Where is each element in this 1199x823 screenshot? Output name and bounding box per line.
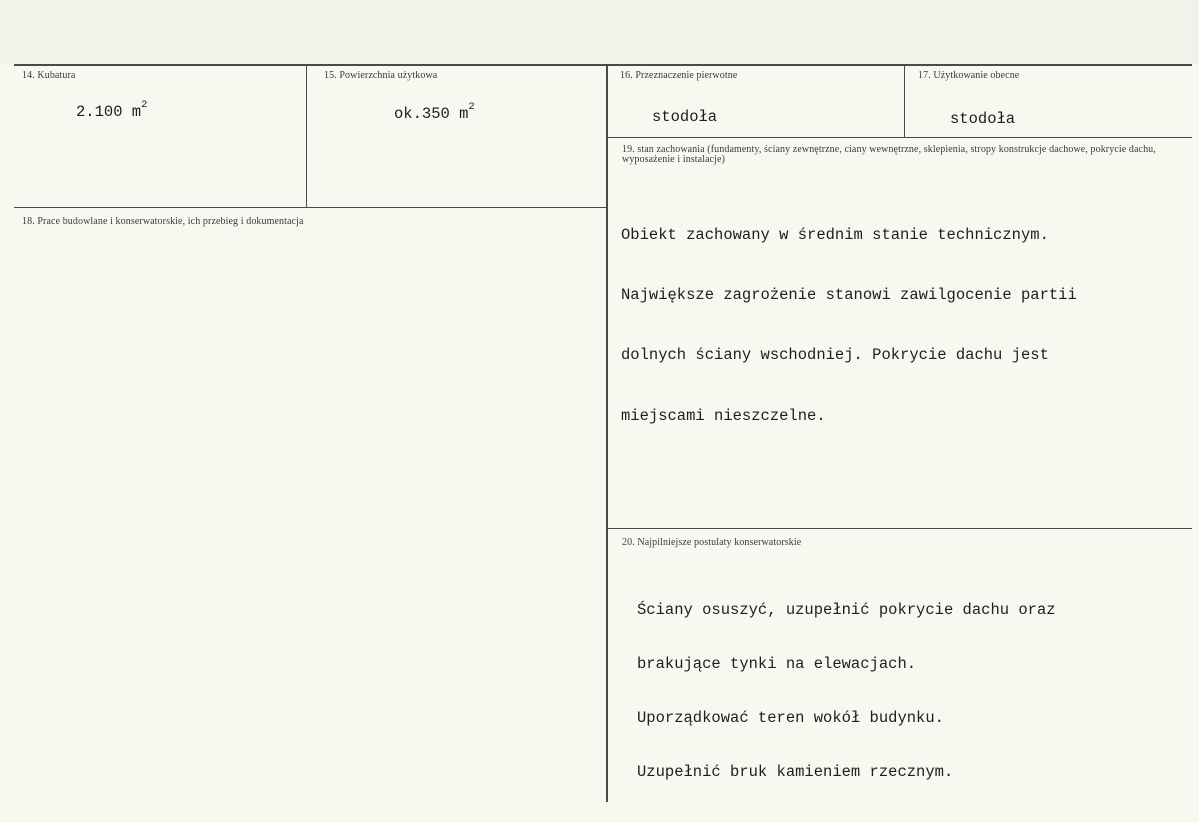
rule-above-20 (608, 528, 1192, 529)
condition-line: dolnych ściany wschodniej. Pokrycie dachu jest (621, 346, 1049, 364)
condition-line: Obiekt zachowany w średnim stanie technicznym. (621, 226, 1049, 244)
field-16-label: 16. Przeznaczenie pierwotne (620, 70, 738, 81)
divider-16-17 (904, 64, 905, 138)
postulate-line: Uzupełnić bruk kamieniem rzecznym. (637, 763, 954, 781)
postulate-line: Ściany osuszyć, uzupełnić pokrycie dachu oraz (637, 601, 1056, 619)
area-number: ok.350 m (394, 105, 469, 123)
top-rule (14, 64, 1192, 66)
field-17-value: stodoła (950, 110, 1016, 128)
rule-below-14-15 (14, 207, 608, 208)
field-16-value: stodoła (652, 108, 718, 126)
condition-line: Największe zagrożenie stanowi zawilgocenie partii (621, 286, 1077, 304)
field-20-label: 20. Najpilniejsze postulaty konserwatorskie (622, 537, 802, 548)
top-margin (0, 0, 1199, 64)
field-17-label: 17. Użytkowanie obecne (918, 70, 1020, 81)
area-superscript: 2 (468, 101, 475, 113)
field-14-label: 14. Kubatura (22, 70, 76, 81)
field-19-label: 19. stan zachowania (fundamenty, ściany zewnętrzne, ciany wewnętrzne, sklepienia, stropy konstrukcje dachowe, pokrycie dachu, wyposażenie i instalacje) (622, 144, 1156, 165)
postulate-line: Uporządkować teren wokół budynku. (637, 709, 944, 727)
condition-line: miejscami nieszczelne. (621, 407, 826, 425)
cubature-number: 2.100 m (76, 103, 142, 121)
field-15-value (394, 101, 475, 123)
field-15-label: 15. Powierzchnia użytkowa (324, 70, 438, 81)
field-20-text (637, 565, 1056, 817)
rule-below-16-17 (608, 137, 1192, 138)
field-14-value (76, 99, 148, 121)
field-18-label: 18. Prace budowlane i konserwatorskie, ich przebieg i dokumentacja (22, 216, 304, 227)
postulate-line: brakujące tynki na elewacjach. (637, 655, 917, 673)
center-divider (606, 64, 608, 802)
divider-14-15 (306, 64, 307, 208)
field-19-text (621, 183, 1077, 469)
cubature-superscript: 2 (141, 99, 148, 111)
